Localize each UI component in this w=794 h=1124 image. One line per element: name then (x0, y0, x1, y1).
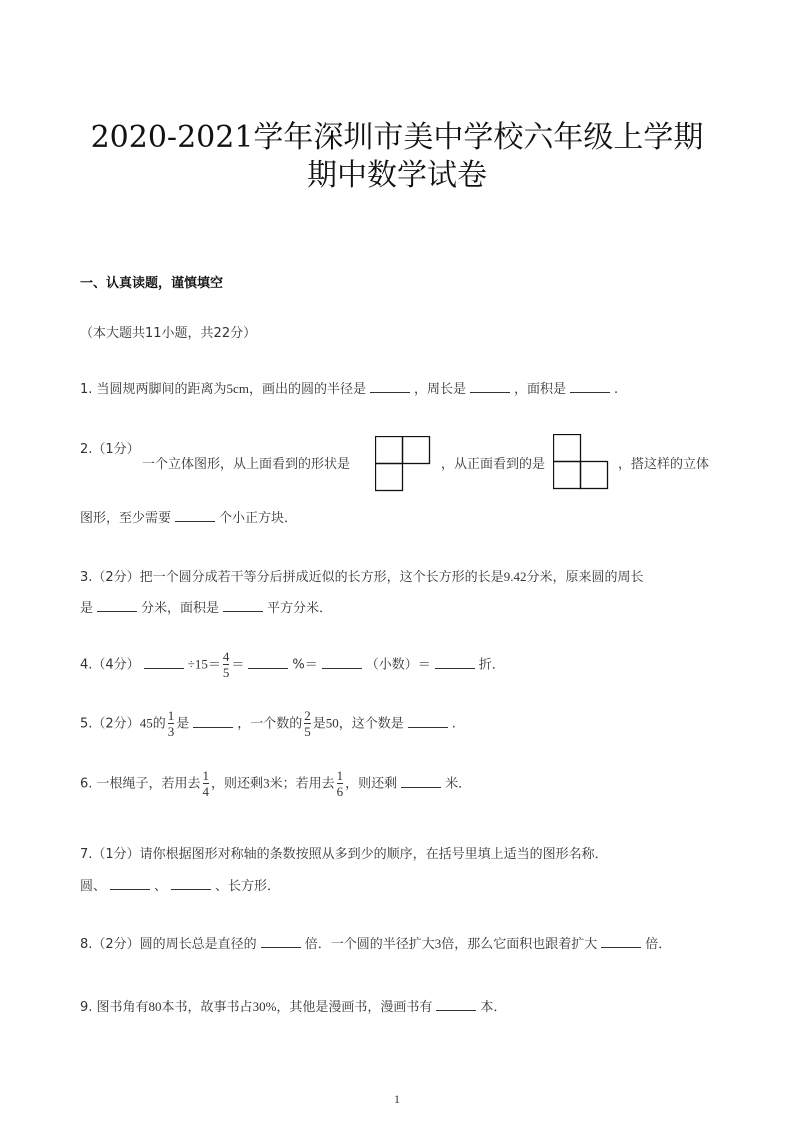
question-8: 8.（2分）圆的周长总是直径的 倍．一个圆的半径扩大3倍，那么它面积也跟着扩大 倍． (80, 936, 672, 952)
answer-blank[interactable] (171, 878, 211, 890)
answer-blank[interactable] (435, 657, 475, 669)
question-7-line-2: 圆、 、 、长方形． (80, 879, 281, 894)
answer-blank[interactable] (144, 657, 184, 669)
answer-blank[interactable] (408, 716, 448, 728)
question-3: 3.（2分）把一个圆分成若干等分后拼成近似的长方形，这个长方形的长是9.42分米，原来圆的周长 (80, 569, 644, 585)
question-6: 6. 一根绳子，若用去 $\frac{1}{4}$ ，则还剩3米；若用去 $\frac{1}{6}$ ，则还剩 米． (80, 768, 472, 799)
question-9: 9. 图书角有80本书，故事书占30%，其他是漫画书，漫画书有 本． (80, 999, 507, 1015)
answer-blank[interactable] (570, 381, 610, 393)
answer-blank[interactable] (601, 936, 641, 948)
answer-blank[interactable] (261, 936, 301, 948)
fraction: $\frac{1}{6}$ (336, 768, 344, 799)
fraction: $\frac{2}{5}$ (304, 708, 311, 739)
answer-blank[interactable] (97, 600, 137, 612)
top-view-figure (375, 436, 431, 492)
question-1: 1. 当圆规两脚间的距离为5cm，画出的圆的半径是 ，周长是 ，面积是 . (80, 381, 619, 397)
front-view-figure (553, 434, 611, 492)
question-2-text-3: ，搭这样的立体 (618, 457, 710, 472)
question-2-text-1: 一个立体图形，从上面看到的形状是 (142, 457, 351, 472)
answer-blank[interactable] (175, 510, 215, 522)
answer-blank[interactable] (401, 776, 441, 788)
question-2-line-2: 图形，至少需要 个小正方块． (80, 511, 298, 526)
fraction: $\frac{1}{4}$ (202, 768, 210, 799)
question-2-text-2: ，从正面看到的是 (441, 457, 546, 472)
section-note: （本大题共11小题，共22分） (80, 326, 257, 341)
answer-blank[interactable] (248, 657, 288, 669)
page-number: 1 (394, 1092, 400, 1106)
question-4: 4.（4分） ÷15＝ $\frac{4}{5}$ ＝ %＝ （小数）＝ 折． (80, 649, 505, 680)
answer-blank[interactable] (322, 657, 362, 669)
question-7: 7.（1分）请你根据图形对称轴的条数按照从多到少的顺序，在括号里填上适当的图形名称． (80, 847, 608, 862)
answer-blank[interactable] (436, 999, 476, 1011)
section-heading: 一、认真读题，谨慎填空 (80, 276, 224, 291)
question-2-prefix: 2.（1分） (80, 442, 140, 457)
fraction: $\frac{4}{5}$ (222, 649, 230, 680)
answer-blank[interactable] (470, 381, 510, 393)
answer-blank[interactable] (110, 878, 150, 890)
answer-blank[interactable] (193, 716, 233, 728)
fraction: $\frac{1}{3}$ (167, 708, 175, 739)
answer-blank[interactable] (370, 381, 410, 393)
question-3-line-2: 是 分米，面积是 平方分米． (80, 601, 333, 616)
title-line-1: 2020-2021学年深圳市美中学校六年级上学期 (90, 120, 704, 155)
title-line-2: 期中数学试卷 (307, 158, 487, 193)
question-5: 5.（2分）45的 $\frac{1}{3}$ 是 ，一个数的 $\frac{2}{5}$ 是50，这个数是 . (80, 708, 456, 739)
answer-blank[interactable] (223, 600, 263, 612)
